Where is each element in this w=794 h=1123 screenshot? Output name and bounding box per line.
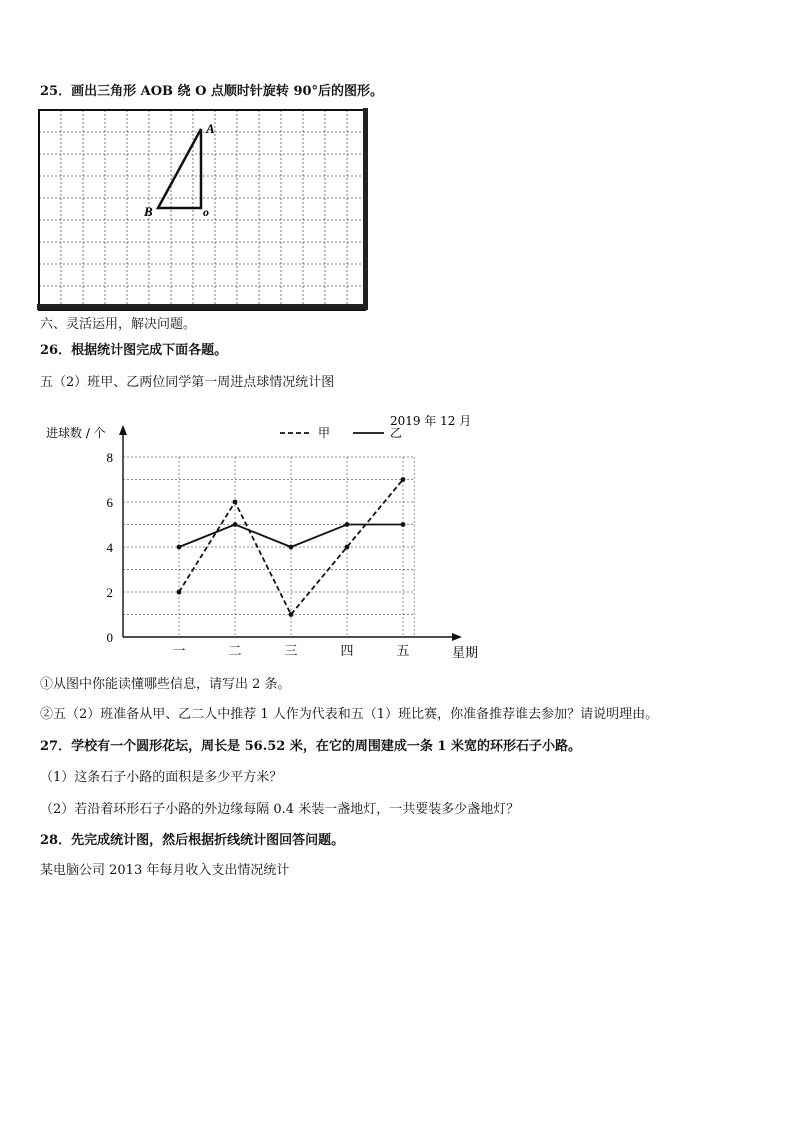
chart-date-label: 2019 年 12 月 (390, 414, 472, 428)
data-point-甲 (289, 612, 294, 617)
legend-label-jia: 甲 (318, 426, 331, 440)
label-b: B (144, 204, 153, 219)
series-line-乙 (179, 525, 403, 548)
y-tick-label: 6 (106, 495, 113, 510)
y-axis-arrow (119, 425, 127, 435)
q26-chart-title: 五（2）班甲、乙两位同学第一周进点球情况统计图 (40, 375, 335, 390)
x-tick-label: 五 (396, 644, 410, 659)
x-tick-label: 一 (172, 644, 186, 659)
grid-right-bar (363, 108, 368, 310)
data-point-甲 (401, 477, 406, 482)
grid-figure (37, 108, 369, 314)
data-point-甲 (233, 500, 238, 505)
data-point-乙 (177, 545, 182, 550)
label-a: A (206, 121, 215, 136)
x-axis-title: 星期 (452, 646, 479, 661)
q26-sub1: ①从图中你能读懂哪些信息，请写出 2 条。 (40, 677, 291, 692)
chart-axes (119, 425, 462, 641)
x-tick-label: 三 (284, 644, 298, 659)
legend-label-yi: 乙 (390, 426, 403, 440)
q26-text: 26．根据统计图完成下面各题。 (40, 343, 228, 358)
y-tick-label: 8 (106, 450, 113, 465)
line-chart (40, 405, 490, 665)
chart-grid (123, 457, 414, 637)
data-point-甲 (177, 590, 182, 595)
grid-bottom-bar (37, 304, 367, 310)
x-tick-label: 四 (340, 644, 354, 659)
q27-text: 27．学校有一个圆形花坛，周长是 56.52 米，在它的周围建成一条 1 米宽的环形石子小路。 (40, 739, 581, 754)
q28-text: 28．先完成统计图，然后根据折线统计图回答问题。 (40, 833, 345, 848)
y-tick-label: 0 (106, 630, 113, 645)
x-tick-label: 二 (228, 644, 242, 659)
q27-sub2: （2）若沿着环形石子小路的外边缘每隔 0.4 米装一盏地灯，一共要装多少盏地灯？ (40, 802, 520, 817)
triangle-aob (158, 129, 201, 208)
q28-chart-title: 某电脑公司 2013 年每月收入支出情况统计 (40, 863, 290, 878)
x-axis-arrow (452, 633, 462, 641)
data-point-乙 (289, 545, 294, 550)
data-point-乙 (345, 522, 350, 527)
data-point-乙 (401, 522, 406, 527)
chart-labels (46, 413, 478, 661)
q26-sub2: ②五（2）班准备从甲、乙二人中推荐 1 人作为代表和五（1）班比赛，你准备推荐谁去参加？请说明理由。 (40, 707, 659, 722)
data-point-甲 (345, 545, 350, 550)
data-point-乙 (233, 522, 238, 527)
y-tick-label: 4 (106, 540, 113, 555)
q27-sub1: （1）这条石子小路的面积是多少平方米？ (40, 770, 283, 785)
q25-text: 25．画出三角形 AOB 绕 O 点顺时针旋转 90°后的图形。 (40, 84, 384, 99)
label-o: o (203, 205, 209, 219)
section6-heading: 六、灵活运用，解决问题。 (40, 317, 197, 332)
y-tick-label: 2 (106, 585, 113, 600)
y-axis-title: 进球数 / 个 (46, 426, 106, 440)
